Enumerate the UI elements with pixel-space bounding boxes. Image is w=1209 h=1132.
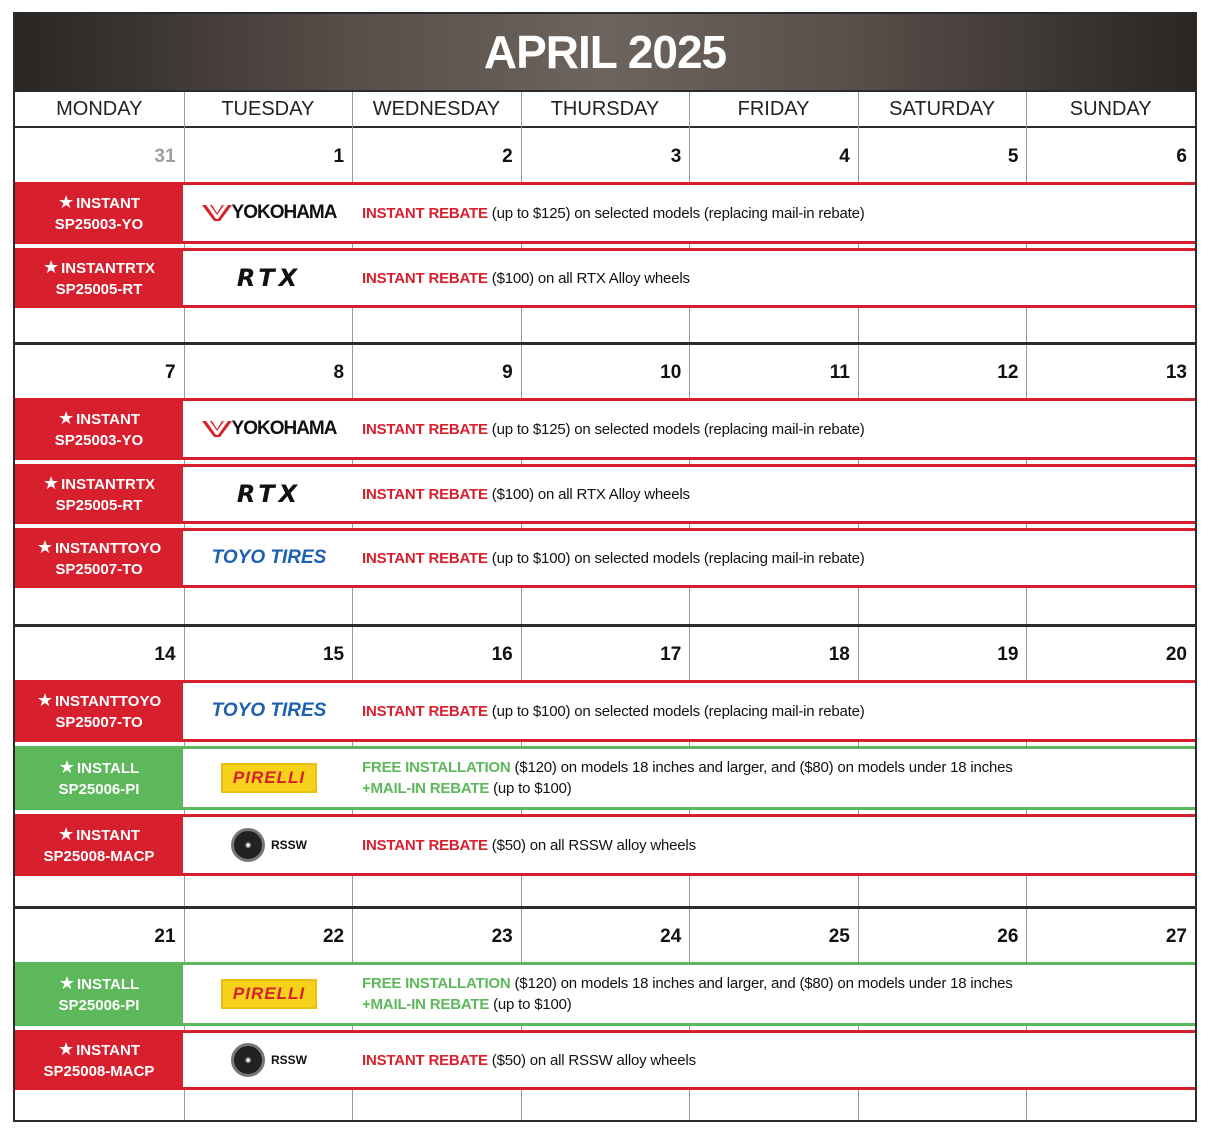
rssw-logo [231, 1043, 307, 1077]
star-icon: ★ [36, 536, 53, 557]
yokohama-logo [202, 202, 337, 224]
date-number: 25 [828, 926, 850, 947]
promo-rule [183, 585, 1195, 588]
rssw-emblem-icon: ◉ [231, 1043, 265, 1077]
promo-description-line [362, 1050, 1185, 1071]
promo-code: SP25007-TO [55, 560, 143, 578]
star-icon: ★ [57, 1038, 75, 1059]
brand-logo [185, 467, 353, 521]
date-number: 16 [491, 644, 513, 665]
promo-detail: ($120) on models 18 inches and larger, and ($80) on models under 18 inches [510, 759, 1013, 776]
date-number: 5 [1007, 146, 1019, 167]
promo-code-box [15, 398, 183, 460]
promo-code: SP25005-RT [55, 280, 143, 298]
promo-highlight: FREE INSTALLATION [362, 975, 511, 992]
brand-logo [185, 251, 353, 305]
promo-description-line [362, 701, 1185, 722]
week-row [15, 908, 1195, 1120]
yokohama-logo [202, 418, 337, 440]
promo-code-type [58, 408, 140, 430]
promo-description-line [362, 778, 1185, 799]
promo-code: SP25007-TO [55, 713, 143, 731]
date-number: 21 [154, 926, 176, 947]
promo-rule [183, 305, 1195, 308]
star-icon: ★ [58, 972, 75, 993]
promo-highlight: INSTANT REBATE [362, 269, 488, 287]
promo-description-line [362, 203, 1185, 224]
star-icon: ★ [57, 191, 75, 212]
star-icon: ★ [42, 256, 60, 277]
promo-highlight: INSTANT REBATE [362, 204, 488, 222]
promo-rule [183, 241, 1195, 244]
brand-logo [185, 683, 353, 739]
brand-logo [185, 749, 353, 807]
promo-row [15, 528, 1195, 588]
promo-code-type [37, 690, 161, 712]
promo-code-type [43, 257, 155, 279]
promo-code-box [15, 1030, 183, 1090]
promo-code-type-label: INSTANTRTX [61, 259, 156, 277]
day-name-header: MONDAY [56, 97, 143, 120]
promo-code-box [15, 814, 183, 876]
promo-code-box [15, 464, 183, 524]
day-name-header: THURSDAY [550, 97, 660, 120]
promo-code-box [15, 528, 183, 588]
date-number: 31 [154, 146, 176, 167]
star-icon: ★ [57, 823, 75, 844]
rssw-wordmark: RSSW [271, 1053, 307, 1067]
promo-description-line [362, 973, 1185, 994]
promo-row [15, 746, 1195, 810]
promo-code: SP25008-MACP [43, 1062, 155, 1080]
rtx-logo: RTX [236, 480, 302, 508]
promo-description-line [362, 757, 1185, 778]
promo-code-type [58, 824, 140, 846]
promo-rule [183, 457, 1195, 460]
promo-description [362, 401, 1185, 457]
divider [15, 90, 1195, 92]
promo-row [15, 814, 1195, 876]
promo-highlight: FREE INSTALLATION [362, 759, 511, 776]
promo-rule [183, 521, 1195, 524]
promo-code-type [43, 473, 155, 495]
date-number: 6 [1176, 146, 1187, 167]
day-name-header: SATURDAY [889, 97, 996, 120]
brand-logo [185, 1033, 353, 1087]
yokohama-wordmark: YOKOHAMA [231, 202, 337, 223]
promo-highlight: INSTANT REBATE [362, 1051, 488, 1069]
star-icon: ★ [42, 472, 60, 493]
brand-logo [185, 531, 353, 585]
date-number: 15 [322, 644, 345, 665]
toyo-tires-logo: TOYO TIRES [211, 700, 327, 721]
week-row [15, 344, 1195, 624]
promo-row [15, 680, 1195, 742]
promo-detail: ($50) on all RSSW alloy wheels [487, 836, 696, 854]
promo-highlight: INSTANT REBATE [362, 485, 488, 503]
date-number: 18 [828, 644, 850, 665]
promo-description [362, 683, 1185, 739]
promo-code-type-label: INSTANTTOYO [55, 692, 162, 710]
promo-rule [183, 1023, 1195, 1026]
date-number: 19 [997, 644, 1019, 665]
promo-detail: (up to $125) on selected models (replacing mail-in rebate) [487, 204, 865, 222]
promo-description [362, 467, 1185, 521]
promo-row [15, 182, 1195, 244]
promo-highlight: INSTANT REBATE [362, 836, 488, 854]
date-number: 11 [829, 362, 850, 383]
promo-row [15, 1030, 1195, 1090]
promo-code: SP25005-RT [55, 496, 143, 514]
promo-highlight: +MAIL-IN REBATE [362, 996, 490, 1013]
date-number: 24 [660, 926, 682, 947]
promo-highlight: +MAIL-IN REBATE [362, 780, 490, 797]
promo-description [362, 185, 1185, 241]
date-number: 3 [670, 146, 682, 167]
promo-description [362, 531, 1185, 585]
week-row [15, 626, 1195, 906]
promo-row [15, 464, 1195, 524]
promo-highlight: INSTANT REBATE [362, 420, 488, 438]
promo-rule [183, 807, 1195, 810]
promo-code-type-label: INSTANT [76, 1041, 141, 1059]
promo-description-line [362, 835, 1185, 856]
promo-code-type-label: INSTANT [76, 194, 141, 212]
calendar-title: APRIL 2025 [483, 26, 727, 78]
promo-detail: ($100) on all RTX Alloy wheels [487, 269, 690, 287]
promo-code-box [15, 248, 183, 308]
promo-detail: (up to $100) [489, 996, 572, 1013]
promo-highlight: INSTANT REBATE [362, 549, 488, 567]
promo-description-line [362, 548, 1185, 569]
promo-detail: (up to $100) on selected models (replacing mail-in rebate) [487, 702, 865, 720]
promo-code: SP25006-PI [58, 780, 140, 798]
date-number: 7 [164, 362, 176, 383]
toyo-tires-logo: TOYO TIRES [211, 547, 327, 568]
date-number: 1 [333, 146, 345, 167]
promo-code-type [59, 973, 139, 995]
promo-description-line [362, 419, 1185, 440]
promo-row [15, 248, 1195, 308]
promo-code: SP25006-PI [58, 996, 140, 1014]
date-number: 2 [502, 146, 513, 167]
promo-calendar [13, 12, 1197, 1122]
promo-description-line [362, 268, 1185, 289]
date-number: 12 [997, 362, 1019, 383]
star-icon: ★ [58, 756, 75, 777]
day-name-header: FRIDAY [737, 97, 810, 120]
promo-code-type-label: INSTALL [76, 759, 140, 777]
pirelli-logo: PIRELLI [221, 979, 317, 1009]
yokohama-wordmark: YOKOHAMA [231, 418, 337, 439]
date-number: 8 [333, 362, 345, 383]
day-name-header: SUNDAY [1069, 97, 1152, 120]
date-number: 26 [997, 926, 1019, 947]
promo-detail: (up to $125) on selected models (replacing mail-in rebate) [487, 420, 865, 438]
promo-detail: (up to $100) on selected models (replacing mail-in rebate) [487, 549, 865, 567]
promo-description-line [362, 994, 1185, 1015]
date-number: 20 [1165, 644, 1187, 665]
brand-logo [185, 401, 353, 457]
promo-description [362, 1033, 1185, 1087]
promo-detail: ($100) on all RTX Alloy wheels [487, 485, 690, 503]
promo-description [362, 251, 1185, 305]
promo-code-box [15, 680, 183, 742]
day-name-header: WEDNESDAY [372, 97, 501, 120]
promo-highlight: INSTANT REBATE [362, 702, 488, 720]
promo-description [362, 817, 1185, 873]
date-number: 4 [839, 146, 850, 167]
date-number: 17 [660, 644, 682, 665]
brand-logo [185, 185, 353, 241]
date-number: 13 [1165, 362, 1187, 383]
promo-detail: (up to $100) [489, 780, 572, 797]
promo-code-type-label: INSTANT [76, 410, 141, 428]
pirelli-logo: PIRELLI [221, 763, 317, 793]
brand-logo [185, 965, 353, 1023]
promo-rule [183, 739, 1195, 742]
week-row [15, 128, 1195, 342]
promo-code-type [58, 1039, 140, 1061]
promo-detail: ($50) on all RSSW alloy wheels [487, 1051, 696, 1069]
promo-rule [183, 873, 1195, 876]
promo-description [362, 749, 1185, 807]
promo-row [15, 962, 1195, 1026]
rtx-logo: RTX [236, 264, 302, 292]
star-icon: ★ [36, 689, 53, 710]
promo-row [15, 398, 1195, 460]
promo-code-box [15, 746, 183, 810]
promo-detail: ($120) on models 18 inches and larger, and ($80) on models under 18 inches [510, 975, 1013, 992]
calendar-header [15, 14, 1195, 90]
yokohama-mark-icon [202, 205, 232, 221]
date-number: 23 [491, 926, 513, 947]
date-number: 27 [1165, 926, 1187, 947]
promo-code-type [58, 192, 140, 214]
promo-rule [183, 1087, 1195, 1090]
promo-code-type-label: INSTANTRTX [61, 475, 156, 493]
promo-description-line [362, 484, 1185, 505]
date-number: 9 [502, 362, 513, 383]
promo-code-type-label: INSTANTTOYO [55, 539, 162, 557]
promo-code-box [15, 182, 183, 244]
promo-code: SP25008-MACP [43, 847, 155, 865]
promo-code-box [15, 962, 183, 1026]
brand-logo [185, 817, 353, 873]
promo-code: SP25003-YO [54, 215, 144, 233]
promo-code-type [37, 537, 161, 559]
promo-description [362, 965, 1185, 1023]
promo-code-type-label: INSTALL [76, 975, 140, 993]
promo-code: SP25003-YO [54, 431, 144, 449]
day-name-header: TUESDAY [221, 97, 315, 120]
star-icon: ★ [57, 407, 75, 428]
promo-code-type-label: INSTANT [76, 826, 141, 844]
promo-code-type [59, 757, 139, 779]
rssw-logo [231, 828, 307, 862]
rssw-emblem-icon: ◉ [231, 828, 265, 862]
date-number: 22 [322, 926, 345, 947]
rssw-wordmark: RSSW [271, 838, 307, 852]
yokohama-mark-icon [202, 421, 232, 437]
date-number: 14 [154, 644, 176, 665]
date-number: 10 [660, 362, 682, 383]
